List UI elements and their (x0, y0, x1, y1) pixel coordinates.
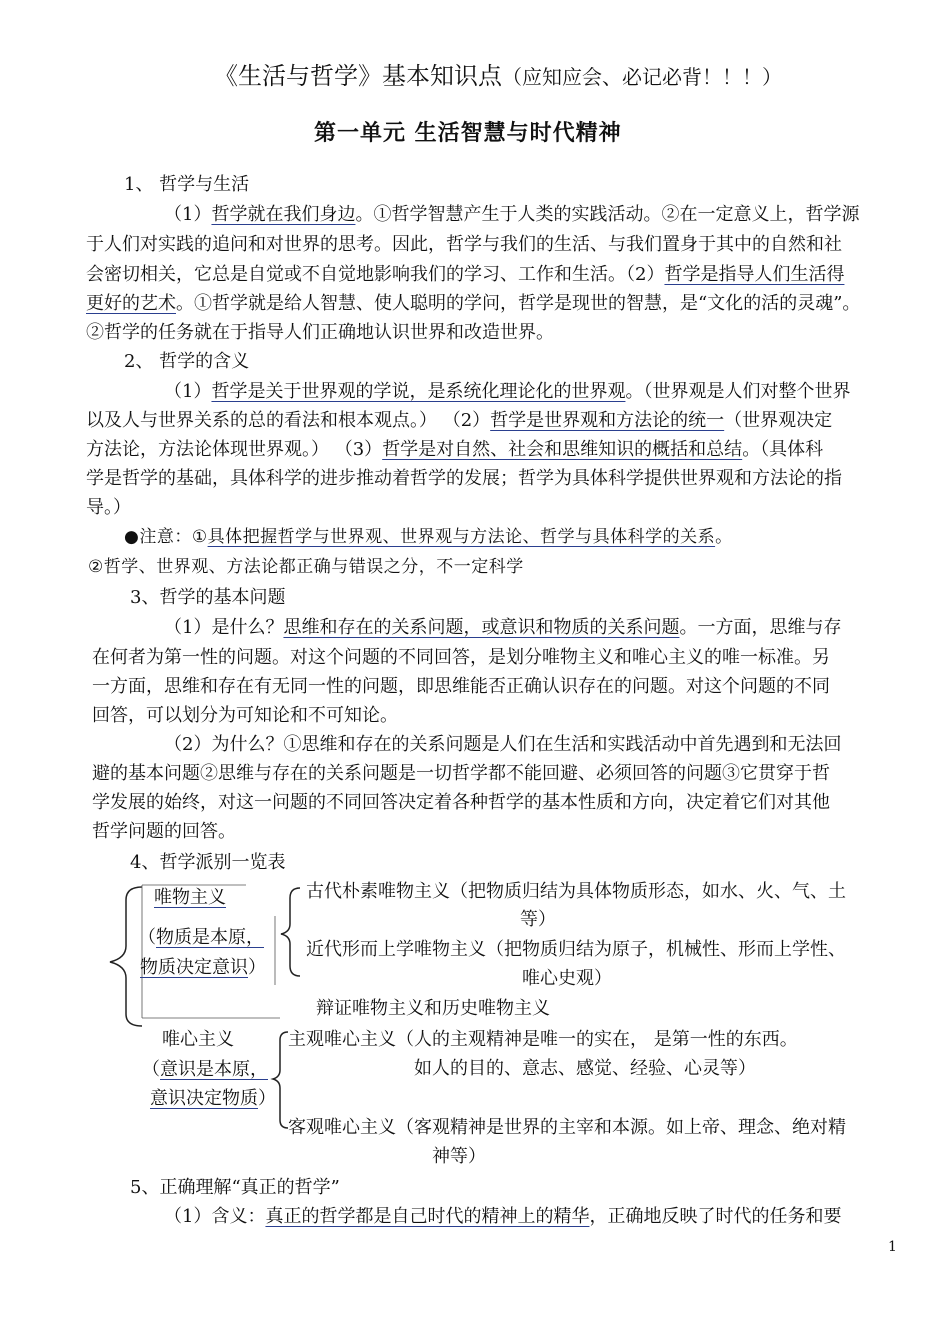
idealism-brace (273, 1032, 288, 1128)
unit-heading: 第一单元 生活智慧与时代精神 (314, 120, 622, 146)
s3-line-2: 在何者为第一性的问题。对这个问题的不同回答，是划分唯物主义和唯心主义的唯一标准。另 (92, 647, 830, 668)
s2-line-4: 学是哲学的基础，具体科学的进步推动着哲学的发展；哲学为具体科学提供世界观和方法论的指 (86, 468, 842, 489)
key-point: 哲学是世界观和方法论的统一 (490, 410, 725, 431)
ancient-materialism-cont: 等） (520, 909, 556, 930)
idealism-definition-1: （意识是本原， (142, 1059, 268, 1080)
key-point: 哲学就在我们身边 (211, 204, 356, 225)
subjective-idealism-cont: 如人的目的、意志、感觉、经验、心灵等） (414, 1058, 756, 1079)
ancient-materialism: 古代朴素唯物主义（把物质归结为具体物质形态，如水、火、气、土 (306, 881, 846, 902)
key-point: 更好的艺术 (86, 293, 176, 314)
materialism-definition-2: 物质决定意识） (140, 957, 266, 978)
s1-line-3: 会密切相关，它总是自觉或不自觉地影响我们的学习、工作和生活。（2）哲学是指导人们生活得 (86, 264, 845, 285)
section-5-heading: 5、正确理解“真正的哲学” (130, 1177, 340, 1198)
attention-note-2: ②哲学、世界观、方法论都正确与错误之分，不一定科学 (88, 557, 524, 577)
materialism-definition-1: （物质是本原， (138, 927, 264, 948)
s2-line-3: 方法论，方法论体现世界观。） （3）哲学是对自然、社会和思维知识的概括和总结。（具体科 (86, 439, 824, 460)
idealism-definition-2: 意识决定物质） (150, 1088, 276, 1109)
s3-line-3: 一方面，思维和存在有无同一性的问题，即思维能否正确认识存在的问题。对这个问题的不同 (92, 676, 830, 697)
page-number: 1 (888, 1239, 897, 1255)
section-3-heading: 3、哲学的基本问题 (130, 587, 286, 608)
materialism-brace (281, 888, 300, 976)
s1-line-2: 于人们对实践的追问和对世界的思考。因此，哲学与我们的生活、与我们置身于其中的自然和社 (86, 234, 842, 255)
s1-line-5: ②哲学的任务就在于指导人们正确地认识世界和改造世界。 (86, 322, 554, 343)
s3-line-4: 回答，可以划分为可知论和不可知论。 (92, 705, 398, 726)
attention-note: ●注意：①具体把握哲学与世界观、世界观与方法论、哲学与具体科学的关系。 (124, 527, 733, 547)
title-note: （应知应会、必记必背！！！） (502, 65, 782, 89)
key-point: 具体把握哲学与世界观、世界观与方法论、哲学与具体科学的关系 (207, 527, 716, 547)
s5-line-1: （1）含义：真正的哲学都是自己时代的精神上的精华，正确地反映了时代的任务和要 (164, 1206, 842, 1227)
key-point: 真正的哲学都是自己时代的精神上的精华 (265, 1206, 590, 1227)
key-point: 思维和存在的关系问题，或意识和物质的关系问题 (283, 617, 680, 638)
s3-line-7: 学发展的始终，对这一问题的不同回答决定着各种哲学的基本性质和方向，决定着它们对其他 (92, 792, 830, 813)
s3-line-5: （2）为什么？①思维和存在的关系问题是人们在生活和实践活动中首先遇到和无法回 (164, 734, 842, 755)
title-main: 《生活与哲学》基本知识点 (214, 62, 502, 90)
main-brace (110, 887, 142, 1026)
s2-line-2: 以及人与世界关系的总的看法和根本观点。） （2）哲学是世界观和方法论的统一（世界观决定 (86, 410, 833, 431)
key-point: 哲学是指导人们生活得 (664, 264, 845, 285)
section-1-heading: 1、 哲学与生活 (124, 174, 250, 195)
section-2-heading: 2、 哲学的含义 (124, 351, 250, 372)
modern-materialism: 近代形而上学唯物主义（把物质归结为原子，机械性、形而上学性、 (306, 939, 846, 960)
subjective-idealism: 主观唯心主义（人的主观精神是唯一的实在， 是第一性的东西。 (288, 1029, 798, 1050)
s3-line-1: （1）是什么？思维和存在的关系问题，或意识和物质的关系问题。一方面，思维与存 (164, 617, 842, 638)
objective-idealism: 客观唯心主义（客观精神是世界的主宰和本源。如上帝、理念、绝对精 (288, 1117, 846, 1138)
materialism-label: 唯物主义 (154, 887, 226, 908)
s2-line-1: （1）哲学是关于世界观的学说，是系统化理论化的世界观。（世界观是人们对整个世界 (164, 381, 851, 402)
s1-line-1: （1）哲学就在我们身边。①哲学智慧产生于人类的实践活动。②在一定意义上，哲学源 (164, 204, 860, 225)
s1-line-4: 更好的艺术。①哲学就是给人智慧、使人聪明的学问，哲学是现世的智慧，是“文化的活的灵魂”。 (86, 293, 861, 314)
idealism-label: 唯心主义 (162, 1029, 234, 1050)
section-4-heading: 4、哲学派别一览表 (130, 852, 286, 873)
key-point: 哲学是关于世界观的学说，是系统化理论化的世界观 (211, 381, 626, 402)
s2-line-5: 导。） (86, 497, 131, 518)
s3-line-8: 哲学问题的回答。 (92, 821, 236, 842)
dialectical-materialism: 辩证唯物主义和历史唯物主义 (316, 998, 550, 1019)
objective-idealism-cont: 神等） (432, 1146, 486, 1167)
modern-materialism-cont: 唯心史观） (522, 968, 612, 989)
key-point: 哲学是对自然、社会和思维知识的概括和总结 (382, 439, 743, 460)
s3-line-6: 避的基本问题②思维与存在的关系问题是一切哲学都不能回避、必须回答的问题③它贯穿于哲 (92, 763, 830, 784)
